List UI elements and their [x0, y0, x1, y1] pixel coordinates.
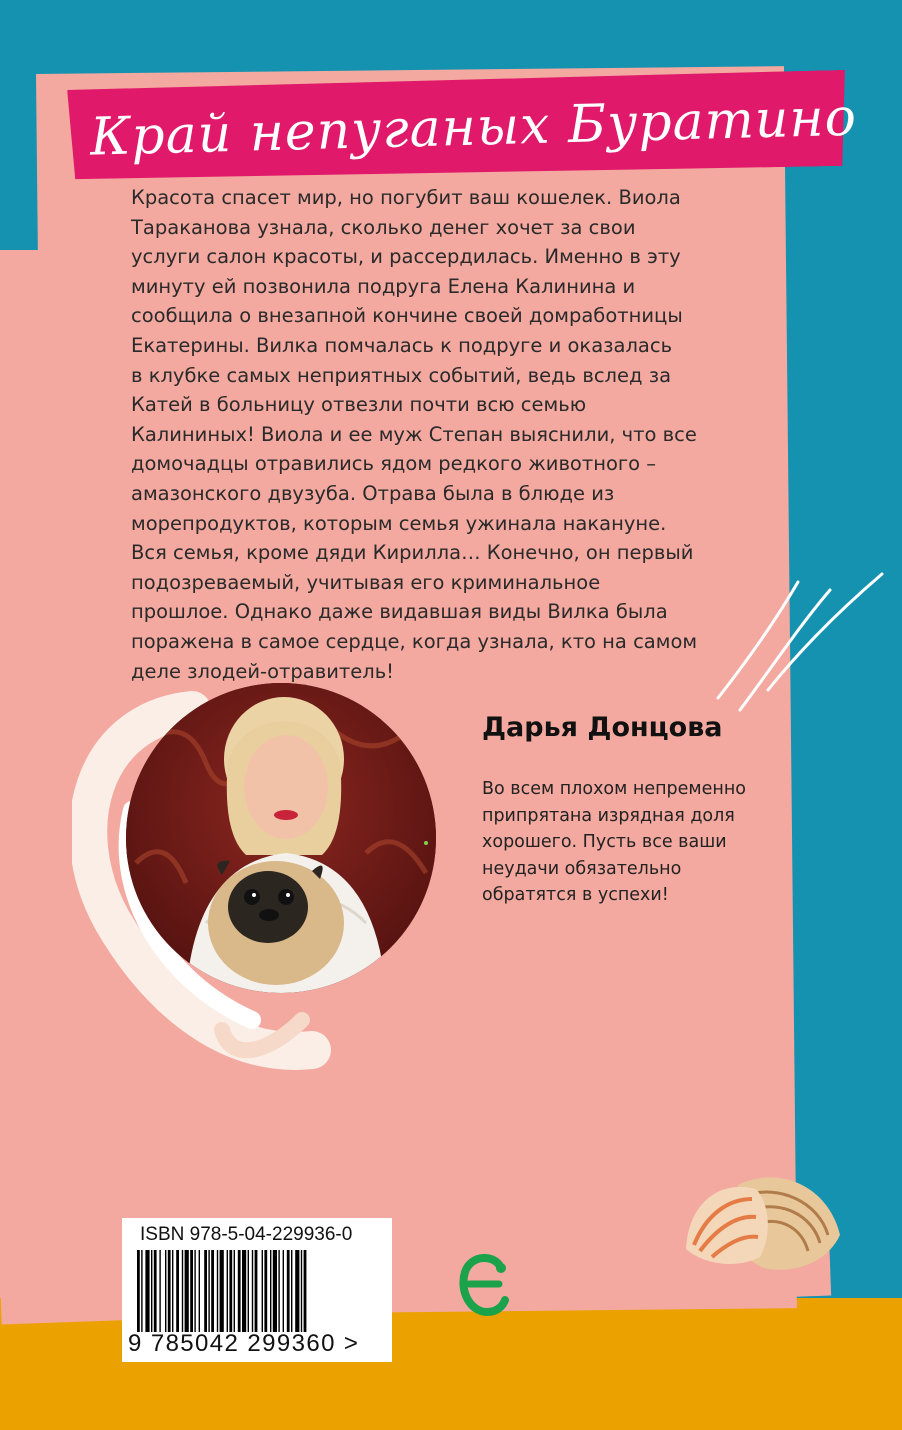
blurb-line: поражена в самое сердце, когда узнала, кто на самом [131, 629, 698, 653]
blurb-line: деле злодей-отравитель! [131, 659, 395, 683]
barcode-bar [194, 1250, 195, 1332]
blurb-line: Вся семья, кроме дяди Кирилла… Конечно, он первый [131, 541, 694, 565]
barcode-bars [137, 1250, 367, 1332]
barcode-bar [165, 1250, 166, 1332]
barcode-bar [287, 1250, 290, 1332]
barcode-bar [278, 1250, 279, 1332]
barcode-bar [145, 1250, 149, 1332]
barcode-bar [301, 1250, 302, 1332]
barcode-bar [141, 1250, 142, 1332]
barcode-bar [248, 1250, 249, 1332]
barcode-bar [176, 1250, 179, 1332]
barcode-bar [168, 1250, 171, 1332]
barcode-bar [154, 1250, 157, 1332]
barcode-bar [185, 1250, 189, 1332]
book-title: Край непуганых Буратино [89, 87, 858, 168]
barcode-bar [199, 1250, 200, 1332]
barcode-digits: 9 785042 299360 > [128, 1330, 360, 1357]
barcode-bar [283, 1250, 284, 1332]
barcode-bar [255, 1250, 258, 1332]
barcode-bar [208, 1250, 209, 1332]
blurb-line: Калининых! Виола и ее муж Степан выяснили, что все [131, 422, 697, 446]
quote-line: припрятана изрядная доля [482, 805, 735, 826]
barcode-bar [229, 1250, 232, 1332]
barcode-bar [227, 1250, 228, 1332]
barcode-bar [234, 1250, 235, 1332]
eksmo-logo-icon [457, 1248, 509, 1324]
barcode-bar [242, 1250, 246, 1332]
barcode-bar [217, 1250, 218, 1332]
quote-line: обратятся в успехи! [482, 885, 669, 905]
white-brush-strokes [700, 570, 900, 720]
author-quote [482, 776, 782, 909]
barcode-bar [264, 1250, 267, 1332]
barcode-bar [151, 1250, 152, 1332]
blurb-line: амазонского двузуба. Отрава была в блюде из [131, 481, 615, 505]
barcode-bar [220, 1250, 224, 1332]
barcode-bar [295, 1250, 299, 1332]
quote-line: Во всем плохом непременно [482, 779, 746, 799]
barcode-bar [252, 1250, 253, 1332]
barcode-bar [304, 1250, 307, 1332]
blurb-line: морепродуктов, которым семья ужинала накануне. [131, 511, 667, 535]
barcode-bar [182, 1250, 183, 1332]
barcode-bar [211, 1250, 214, 1332]
quote-line: хорошего. Пусть все ваши [482, 832, 727, 852]
blurb-line: домочадцы отравились ядом редкого животного – [131, 452, 657, 476]
barcode-bar [172, 1250, 173, 1332]
barcode-bar [159, 1250, 160, 1332]
author-name: Дарья Донцова [482, 712, 723, 743]
blurb-line: сообщила о внезапной кончине своей домработницы [131, 304, 683, 328]
blurb-line: Катей в больницу отвезли почти всю семью [131, 393, 587, 417]
barcode-bar [270, 1250, 271, 1332]
author-portrait-image [126, 683, 436, 993]
author-portrait [126, 683, 436, 993]
barcode-bar [262, 1250, 263, 1332]
barcode-bar [291, 1250, 292, 1332]
blurb-line: услуги салон красоты, и рассердилась. Именно в эту [131, 245, 681, 269]
barcode-bar [137, 1250, 140, 1332]
barcode-bar [190, 1250, 193, 1332]
barcode-bar [204, 1250, 207, 1332]
blurb-line: Екатерины. Вилка помчалась к подруге и оказалась [131, 333, 673, 357]
seashell-icon [678, 1165, 848, 1277]
blurb-line: прошлое. Однако даже видавшая виды Вилка была [131, 600, 668, 624]
barcode-bar [238, 1250, 241, 1332]
isbn-label: ISBN 978-5-04-229936-0 [140, 1224, 353, 1245]
blurb-line: минуту ей позвонила подруга Елена Калинина и [131, 274, 636, 298]
barcode-bar [273, 1250, 277, 1332]
blurb-line: подозреваемый, учитывая его криминальное [131, 570, 601, 594]
blurb-line: в клубке самых неприятных событий, ведь вслед за [131, 363, 672, 387]
quote-line: неудачи обязательно [482, 858, 682, 879]
blurb-line: Красота спасет мир, но погубит ваш кошелек. Виола [131, 186, 681, 209]
blurb-line: Тараканова узнала, сколько денег хочет за свои [131, 215, 636, 239]
book-blurb [131, 183, 731, 686]
